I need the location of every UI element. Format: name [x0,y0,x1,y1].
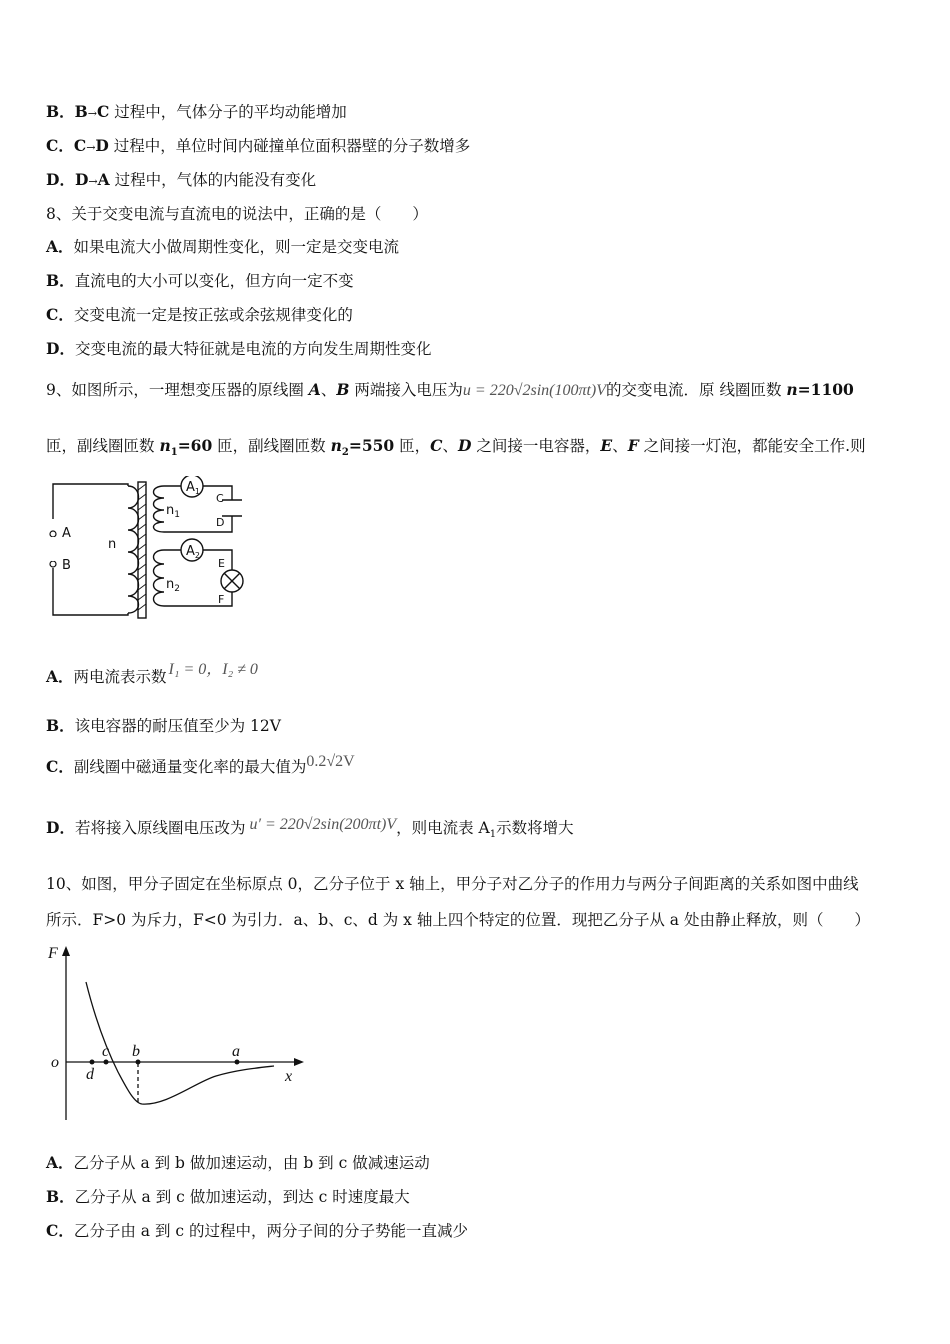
q8-stem: 8、关于交变电流与直流电的说法中，正确的是（ ） [46,205,428,223]
q10-stem-line2: 所示．F>0 为斥力，F<0 为引力．a、b、c、d 为 x 轴上四个特定的位置．现把乙分子从 a 处由静止释放，则（ ） [46,911,870,929]
q7-option-d: D．D→A 过程中，气体的内能没有变化 [46,170,317,189]
secondary-coil-1 [154,486,165,532]
label-n1: $n_1$ [166,503,180,520]
label-a1: $A_1$ [186,480,200,496]
label-point-b: b [132,1043,140,1060]
transformer-diagram [46,476,256,622]
q10-option-a: A．乙分子从 a 到 b 做加速运动，由 b 到 c 做减速运动 [46,1153,430,1172]
label-e: E [218,557,225,570]
q9-stem-line2: 匝，副线圈匝数 $n_1=60$ 匝，副线圈匝数 $n_2=550$ 匝，C、D 之间接一电容器，E、F 之间接一灯泡，都能安全工作.则 [46,436,866,459]
terminal-b [50,561,56,567]
label-point-c: c [102,1043,110,1060]
label-f: F [218,593,225,606]
point-b [136,1060,141,1065]
terminal-a [50,531,56,537]
label-n2: $n_2$ [166,577,180,594]
primary-wire-bottom [53,568,128,615]
q9-stem-line1: 9、如图所示，一理想变压器的原线圈 A、B 两端接入电压为u = 220√2sin(100πt)V的交变电流．原 线圈匝数 n=1100 [46,380,854,399]
q7-option-c: C．C→D 过程中，单位时间内碰撞单位面积器壁的分子数增多 [46,136,471,155]
primary-wire-top [53,484,128,519]
label-point-d: d [86,1066,94,1083]
q9-option-d: D．若将接入原线圈电压改为 u′ = 220√2sin(200πt)V，则电流表 $A_1$示数将增大 [46,816,574,841]
f-axis-arrow [62,946,70,956]
label-a: A [62,526,71,541]
label-n: n [108,537,117,552]
q10-option-c: C．乙分子由 a 到 c 的过程中，两分子间的分子势能一直减少 [46,1221,468,1240]
point-c [104,1060,109,1065]
q9-option-a: A．两电流表示数 I₁ = 0，I₂ ≠ 0 [46,661,258,686]
q8-option-d: D．交变电流的最大特征就是电流的方向发生周期性变化 [46,339,432,358]
q8-option-a: A．如果电流大小做周期性变化，则一定是交变电流 [46,237,400,256]
label-c: C [216,492,224,505]
q10-option-b: B．乙分子从 a 到 c 做加速运动，到达 c 时速度最大 [46,1187,410,1206]
point-d [90,1060,95,1065]
secondary-coil-2 [154,550,165,606]
label-f: F [48,945,58,962]
force-curve [86,982,274,1104]
q7-option-b: B．B→C 过程中，气体分子的平均动能增加 [46,102,347,121]
label-d: D [216,516,225,529]
label-b: B [62,558,71,573]
q9-option-b: B．该电容器的耐压值至少为 12V [46,716,281,735]
voltage-formula: u = 220√2sin(100πt)V [462,382,607,399]
q10-stem-line1: 10、如图，甲分子固定在坐标原点 0，乙分子位于 x 轴上，甲分子对乙分子的作用力与两分子间距离的关系如图中曲线 [46,875,859,893]
iron-core [138,482,146,618]
primary-coil [128,486,139,613]
q9-option-c: C．副线圈中磁通量变化率的最大值为0.2√2V [46,753,355,776]
x-axis-arrow [294,1058,304,1066]
label-a2: $A_2$ [186,544,200,560]
q8-option-c: C．交变电流一定是按正弦或余弦规律变化的 [46,305,353,324]
force-distance-graph [46,942,308,1124]
label-x: x [285,1068,293,1085]
label-o: o [51,1054,59,1071]
point-a [235,1060,240,1065]
q8-option-b: B．直流电的大小可以变化，但方向一定不变 [46,271,354,290]
label-point-a: a [232,1043,240,1060]
